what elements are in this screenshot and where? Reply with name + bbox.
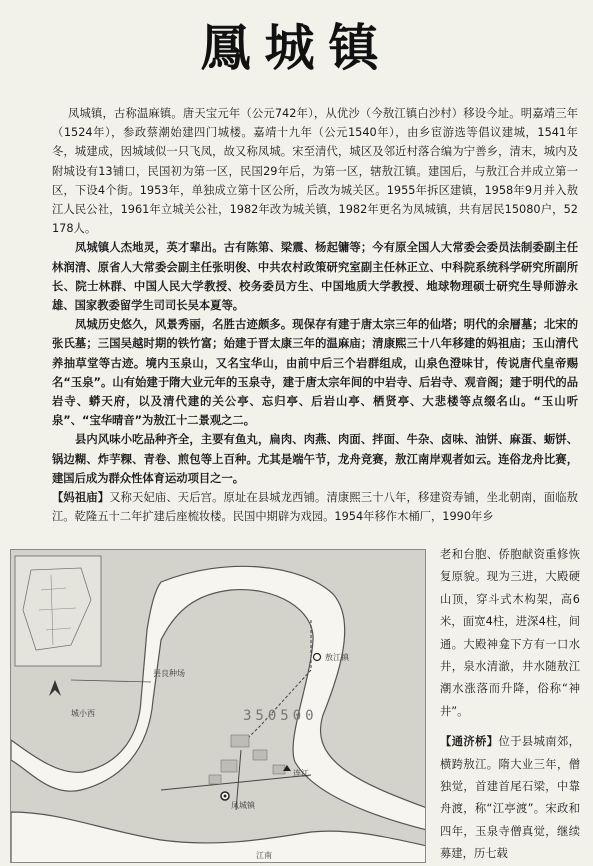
label-xiaoxi: 城小西: [71, 709, 95, 718]
mazu-text: 又称天妃庙、天后宫。原址在县城龙西铺。清康熙三十八年，移建资寿铺，坐北朝南，面临敖江。乾隆五十二年扩建后座梳妆楼。民国中期辟为戏园。1954年移作木桶厂，1990年乡: [52, 491, 578, 524]
area-map: [10, 549, 426, 863]
tongji-text: 位于县城南郊，横跨敖江。隋大业三年，僧独觉，首建首尾石梁，中靠舟渡，称“江亭渡”。宋政和四年，玉泉寺僧真觉，继续募建，历七载: [440, 735, 580, 861]
mazu-continued: 老和台胞、侨胞献资重修恢复原貌。现为三进，大殿硬山顶，穿斗式木构架，高6米，面宽4柱，进深4柱，间通。大殿神龛下方有一口水井，泉水清澈，井水随敖江潮水涨落而升降，俗称“神井”。: [440, 548, 580, 718]
tongji-heading: 【通济桥】: [440, 735, 499, 749]
label-nursery: 县良种场: [153, 669, 185, 678]
paragraph-mazu: [52, 488, 578, 526]
label-code: 350500: [243, 708, 318, 724]
paragraph-history: 凤城镇，古称温麻镇。唐天宝元年（公元742年），从优沙（今敖江镇白沙村）移设今址。明嘉靖三年（1524年），参政蔡潮始建四门城楼。嘉靖十九年（公元1540年），由乡宦游选等倡议建城，1541年冬，城建成，因城域似一只飞凤，故又称凤城。宋至清代，城区及邻近村落合编为宁善乡，清末，城内及附城设有13铺口，民国初为第一区，民国29年后，为第一区，辖敖江镇。建国后，与敖江合并成立第一区，下设4个街。1953年，单独成立第十区公所，后改为城关区。1955年拆区建镇，1958年9月并入敖江人民公社，1961年立城关公社，1982年改为城关镇，1982年更名为凤城镇，共有居民15080户，52178人。: [52, 107, 578, 236]
mazu-heading: 【妈祖庙】: [52, 491, 110, 505]
river-lower: [11, 812, 426, 863]
inset-map: [15, 556, 101, 666]
article-body: [52, 104, 578, 526]
map-graphic: [11, 550, 426, 863]
side-column: [440, 544, 580, 866]
paragraph-tongji: [440, 731, 580, 865]
paragraph-food: 县内风味小吃品种齐全，主要有鱼丸，扁肉、肉燕、肉面、拌面、牛杂、卤味、油饼、麻蛋、蛎饼、锅边糊、炸芋粿、青卷、煎包等上百种。尤其是端午节，龙舟竞赛，敖江南岸观者如云。连俗龙舟比赛，建国后成为群众性体育运动项目之一。: [52, 433, 578, 485]
label-jiangnan: 江南: [256, 851, 272, 860]
paragraph-people: 凤城镇人杰地灵，英才辈出。古有陈第、梁震、杨起镛等；今有原全国人大常委会委员法制委副主任林润清、原省人大常委会副主任张明俊、中共农村政策研究室副主任林正立、中科院系统科学研究所副所长、院士林群、中国人民大学教授、校务委员方生、中国地质大学教授、地球物理硕士研究生导师游永雄、国家教委留学生司司长吴本夏等。: [52, 241, 578, 313]
label-aojiang: 敖江镇: [325, 653, 349, 662]
label-fengcheng: 凤城镇: [231, 801, 255, 810]
paragraph-scenery: 凤城历史悠久，风景秀丽，名胜古迹颇多。现保存有建于唐太宗三年的仙塔；明代的余層墓；北宋的张氏墓；三国吴越时期的铁竹富；始建于晋太康三年的温麻庙；清康熙三十八年移建的妈祖庙；玉山清代养抽草堂等古迹。境内玉泉山，又名宝华山，由前中后三个岩群组成，山泉色澄味甘，传说唐代皇帝赐名“玉泉”。山有始建于隋大业元年的玉泉寺，建于唐太宗年间的中岩寺、后岩寺、观音阁；建于明代的品岩寺、蟒天府，以及清代建的关公亭、忘归亭、后岩山亭、栖贤亭、大悲楼等点缀名山。“玉山听泉”、“宝华晴音”为敖江十二景观之二。: [52, 318, 578, 428]
label-lianjiang: 连江: [293, 769, 309, 778]
page-title: 鳳城镇: [200, 18, 393, 77]
